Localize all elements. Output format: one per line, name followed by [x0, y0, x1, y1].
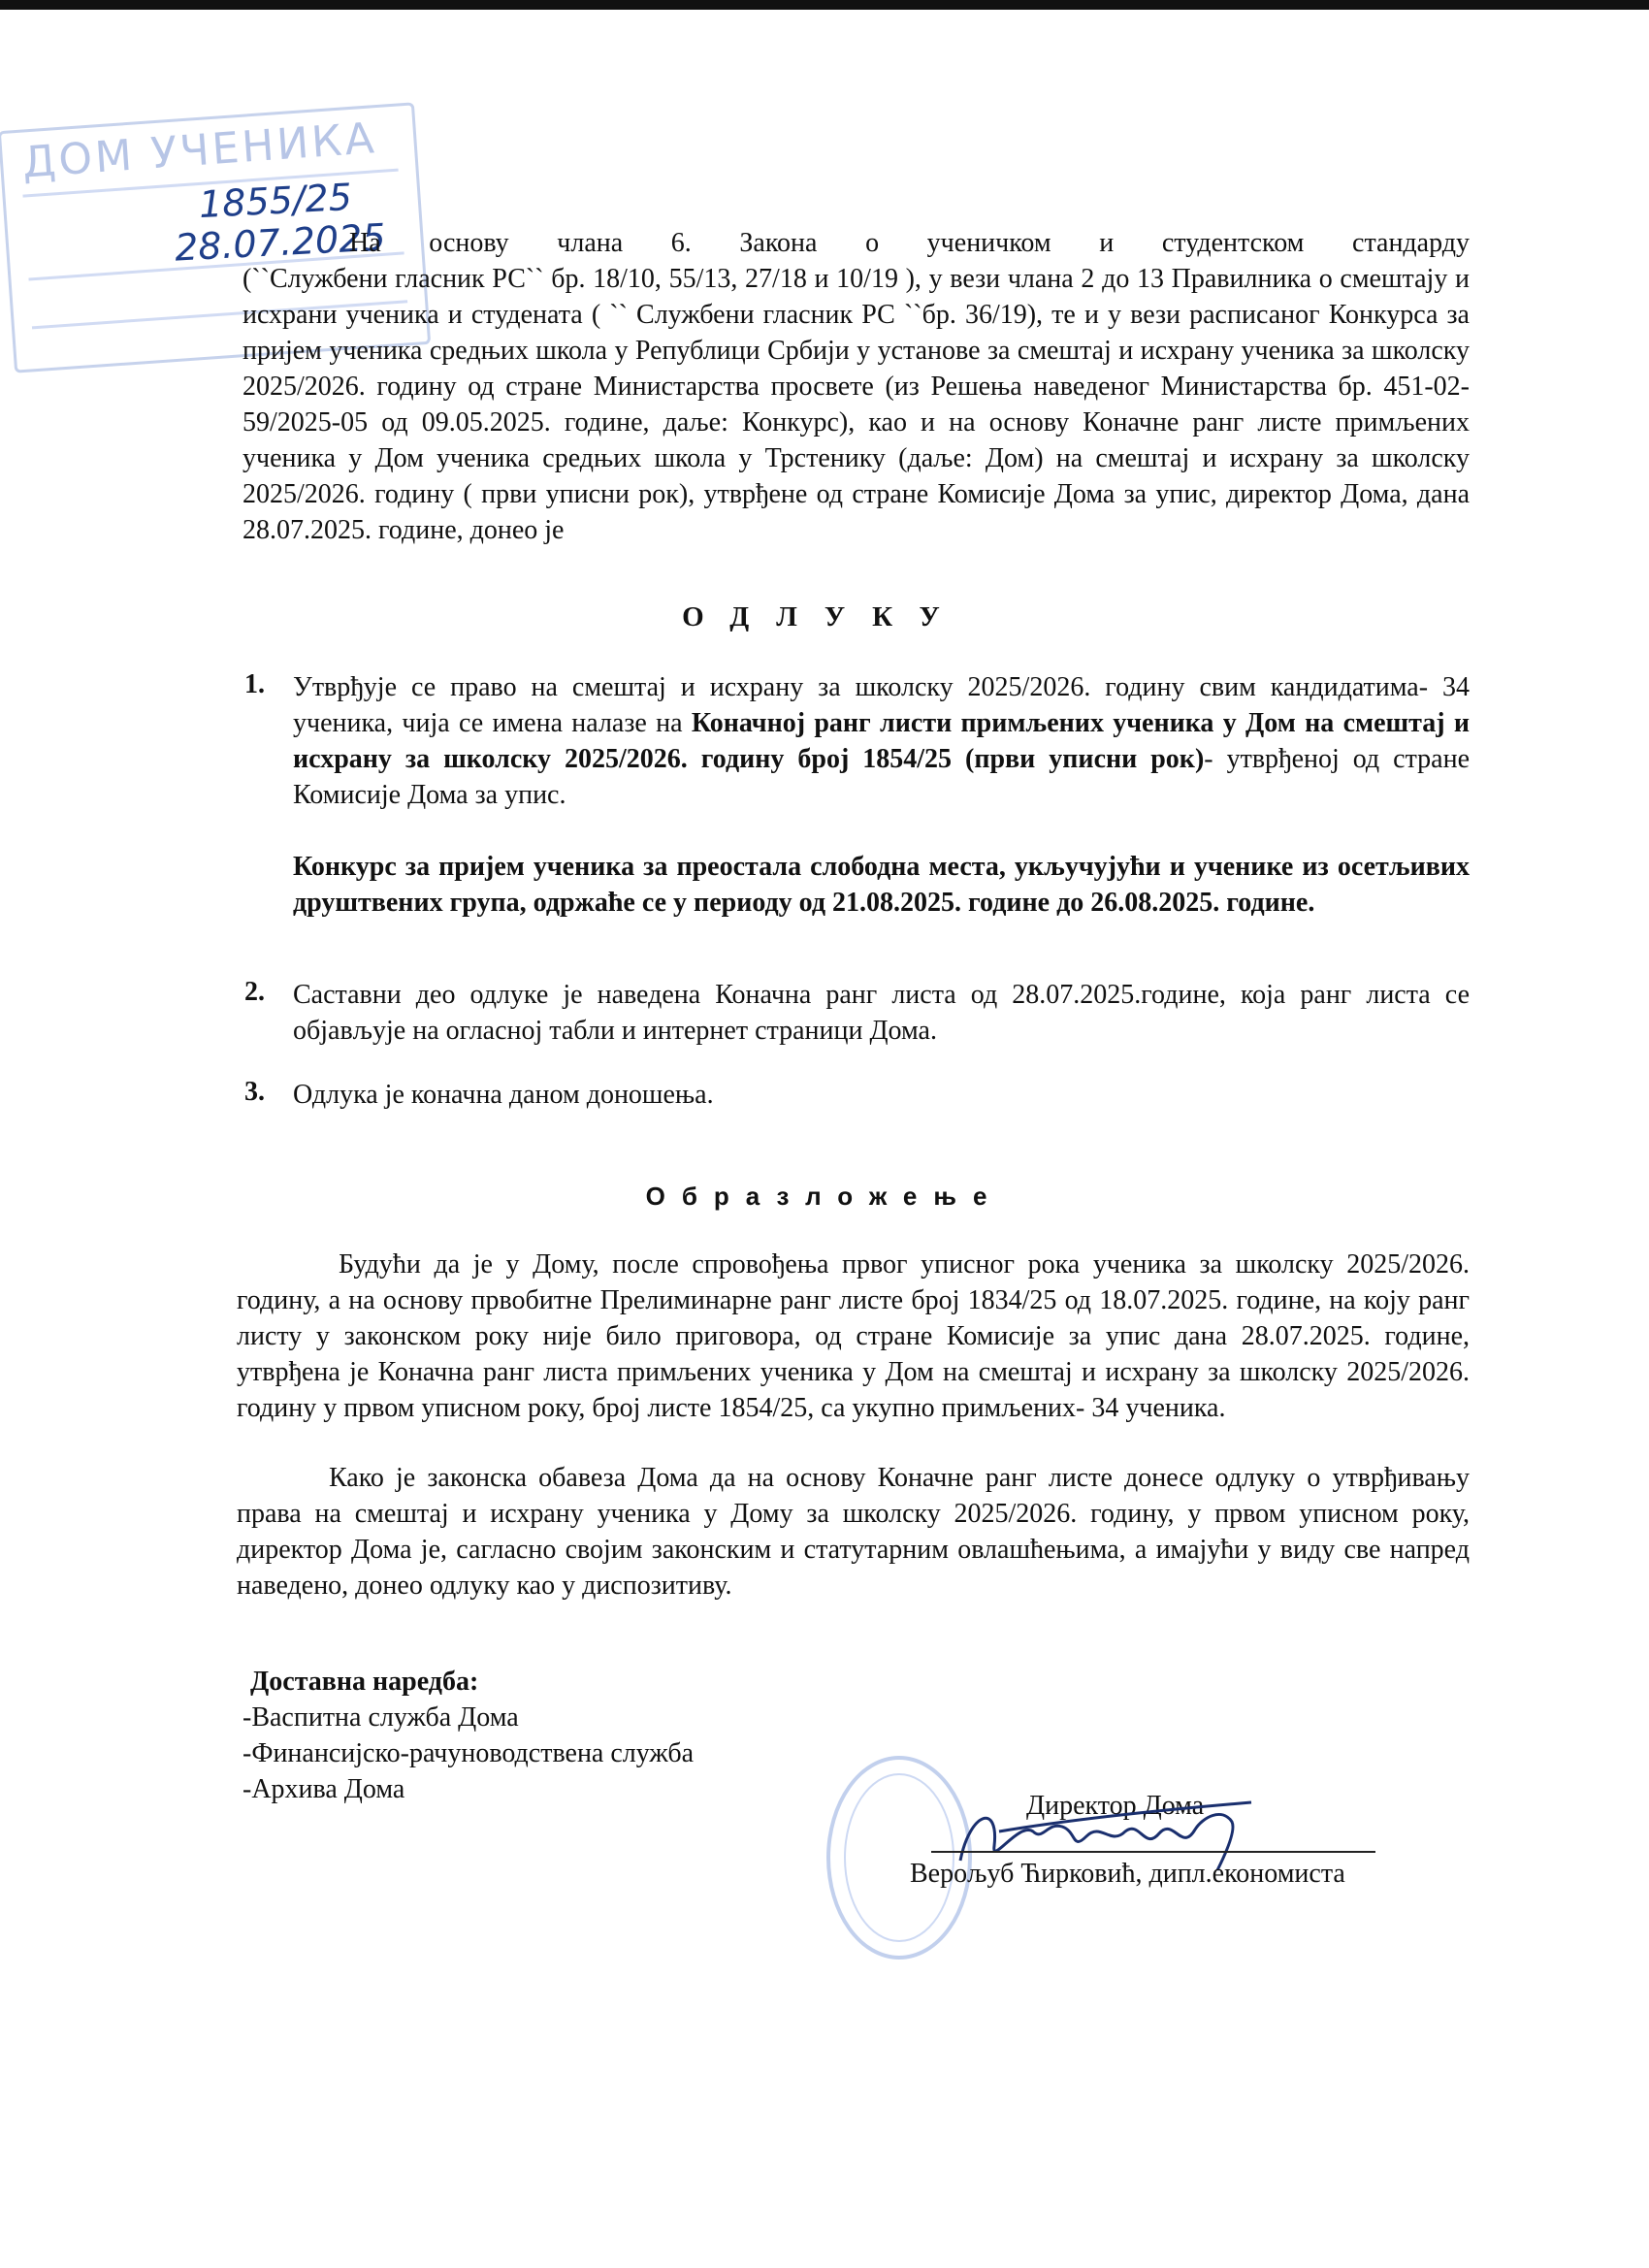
- contest-note: Конкурс за пријем ученика за преостала слободна места, укључујући и ученике из осетљивих друштвених група, одржаће се у периоду од 21.08.2025. године до 26.08.2025. године.: [293, 852, 1470, 918]
- delivery-title: [250, 1664, 478, 1700]
- director-name: Верољуб Ћирковић, дипл.економиста: [910, 1859, 1345, 1889]
- delivery-item: -Финансијско-рачуноводствена служба: [242, 1738, 695, 1768]
- item-3-content: Одлука је коначна даном доношења.: [293, 1080, 714, 1110]
- delivery-heading: Доставна наредба:: [250, 1667, 479, 1697]
- delivery-list: [242, 1700, 694, 1807]
- reasoning-paragraph-2: [237, 1460, 1470, 1604]
- intro-text: (``Службени гласник РС`` бр. 18/10, 55/13, 27/18 и 10/19 ), у вези члана 2 до 13 Правилника о смештају и исхрани ученика и студената ( `` Службени гласник РС ``бр. 36/19), те и у вези расписаног Конкурса за пријем ученика средњих школа у Републици Србији у установе за смештај и исхрану ученика за школску 2025/2026. годину од стране Министарства просвете (из Решења наведеног Министарства бр. 451-02-59/2025-05 од 09.05.2025. године, даље: Конкурс), као и на основу Коначне ранг листе примљених ученика у Дом ученика средњих школа у Трстенику (даље: Дом) на смештај и исхрану за школску 2025/2026. годину ( први уписни рок), утврђене од стране Комисије Дома за упис, директор Дома, дана 28.07.2025. године, донео је: [242, 264, 1470, 545]
- item-1-text-c: - утврђеној од стране Комисије Дома за упис.: [293, 744, 1471, 810]
- scan-top-border: [0, 0, 1649, 10]
- item-1-text: [293, 669, 1470, 813]
- decision-title: ОДЛУКУ: [682, 601, 967, 632]
- intro-paragraph: [242, 261, 1470, 548]
- item-2-content: Саставни део одлуке је наведена Коначна ранг листа од 28.07.2025.године, која ранг листа се објављује на огласној табли и интернет страници Дома.: [293, 980, 1470, 1046]
- item-number: 2.: [244, 977, 265, 1007]
- handwritten-date: 28.07.2025: [173, 215, 387, 270]
- reasoning-paragraph-1: [237, 1247, 1470, 1426]
- reasoning-text-2: Како је законска обавеза Дома да на основу Коначне ранг листе донесе одлуку о утврђивању права на смештај и исхрану ученика у Дому за школску 2025/2026. годину, у првом уписном року, директор Дома је, сагласно својим законским и статутарним овлашћењима, а имајући у виду све напред наведено, донео одлуку као у диспозитиву.: [237, 1463, 1470, 1601]
- item-2-text: [293, 977, 1470, 1049]
- handwritten-number: 1855/25: [197, 175, 353, 227]
- item-1-text-bold: Коначној ранг листи примљених ученика у Дом на смештај и исхрану за школску 2025/2026. годину број 1854/25 (први уписни рок): [293, 708, 1470, 774]
- item-1-note: [293, 849, 1470, 921]
- delivery-item: -Архива Дома: [242, 1774, 405, 1804]
- director-role: Директор Дома: [1026, 1791, 1205, 1821]
- item-1-text-a: Утврђује се право на смештај и исхрану за школску 2025/2026. годину свим кандидатима- 34 ученика, чија се имена налазе на: [293, 672, 1470, 738]
- delivery-item: -Васпитна служба Дома: [242, 1702, 519, 1733]
- item-number: 3.: [244, 1077, 265, 1107]
- intro-first-line: [349, 225, 1470, 261]
- item-number: 1.: [244, 669, 265, 699]
- reasoning-text-1: Будући да је у Дому, после спровођења првог уписног рока ученика за школску 2025/2026. годину, а на основу првобитне Прелиминарне ранг листе број 1834/25 од 18.07.2025. године, на коју ранг листу у законском року није било приговора, од стране Комисије за упис дана 28.07.2025. године, утврђена је Коначна ранг листа примљених ученика у Дом на смештај и исхрану за школску 2025/2026. годину у првом уписном року, број листе 1854/25, са укупно примљених- 34 ученика.: [237, 1249, 1470, 1423]
- intro-line1: На основу члана 6. Закона о ученичком и студентском стандарду: [349, 228, 1470, 258]
- reasoning-title: Образложење: [645, 1182, 1004, 1211]
- signature-line: [931, 1851, 1375, 1853]
- item-3-text: [293, 1077, 1470, 1113]
- stamp-header: ДОМ УЧЕНИКА: [20, 113, 379, 188]
